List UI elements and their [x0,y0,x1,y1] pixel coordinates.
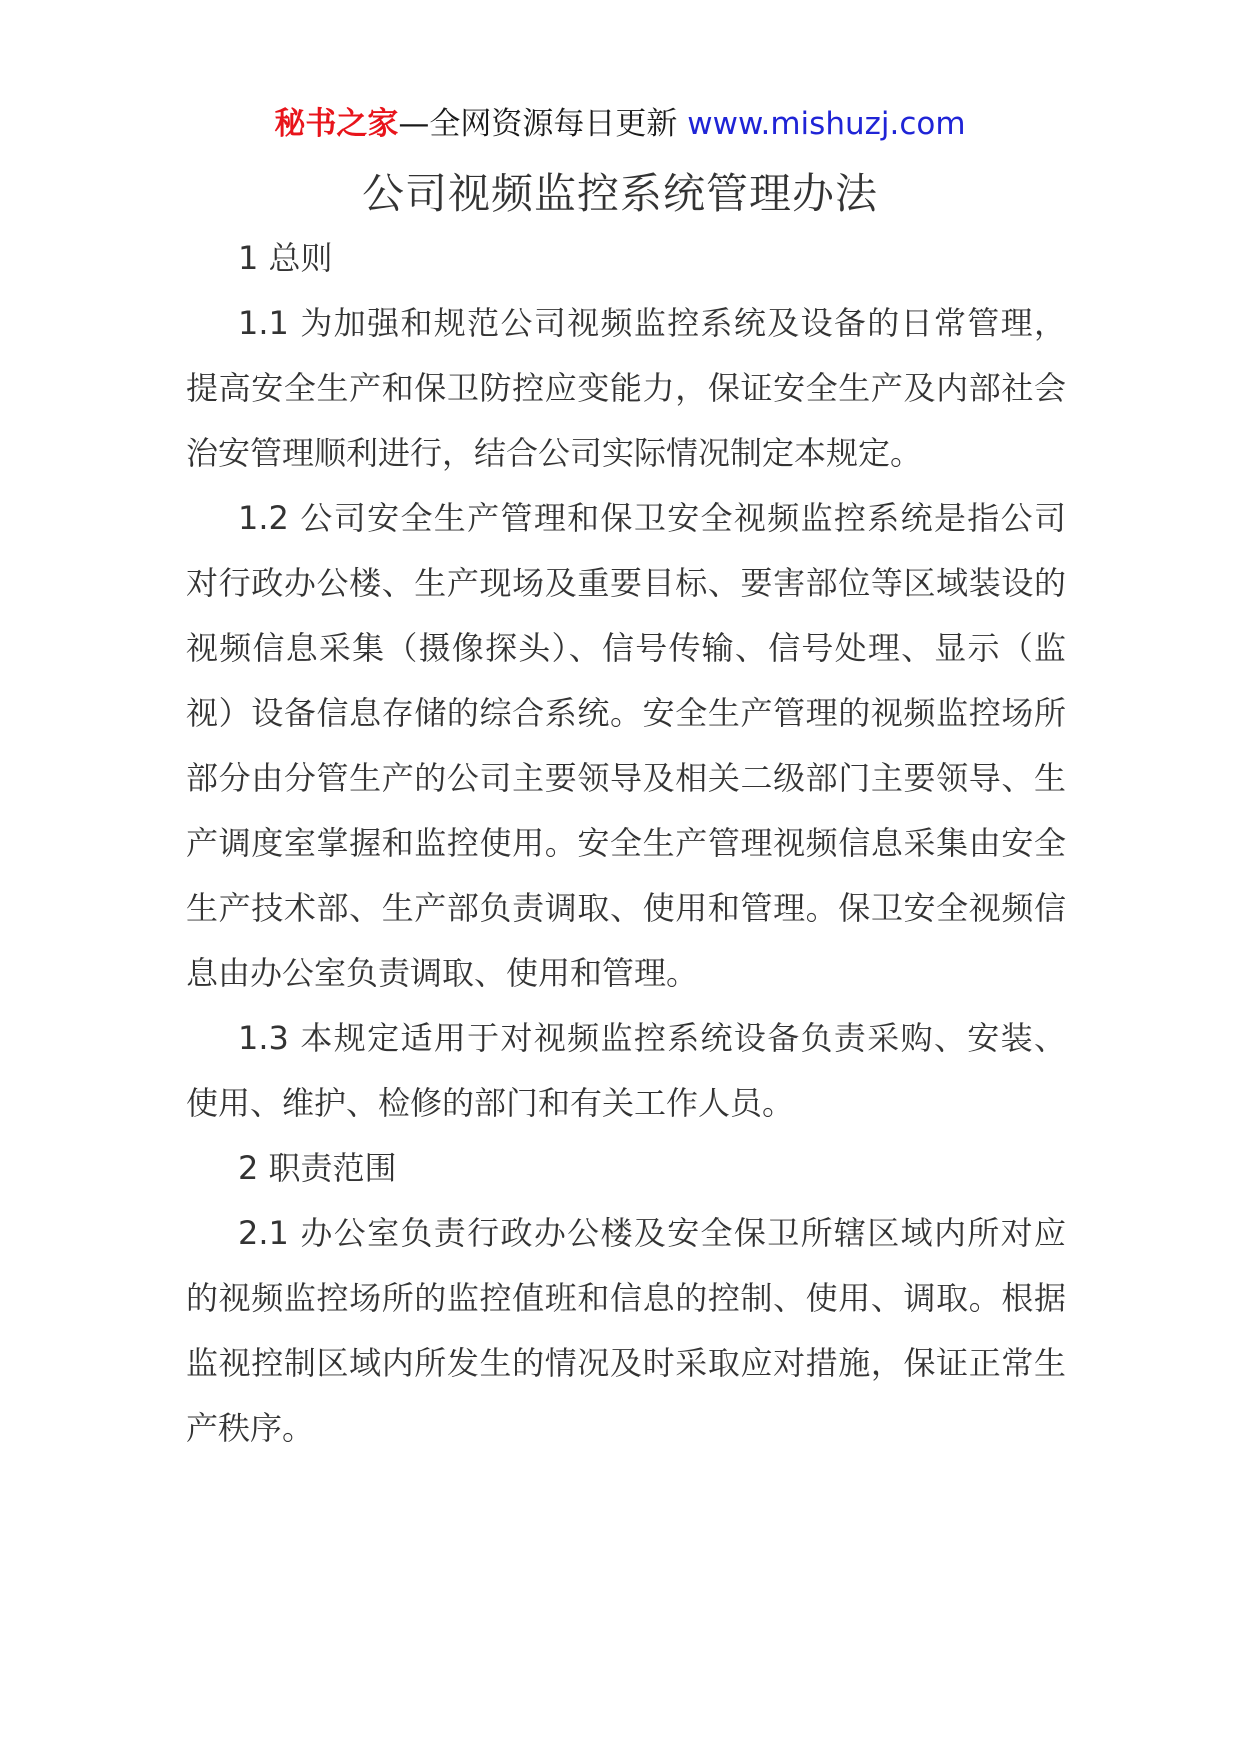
site-brand-name: 秘书之家 [274,106,399,142]
paragraph-2-1: 2.1 办公室负责行政办公楼及安全保卫所辖区域内所对应的视频监控场所的监控值班和信息的控制、使用、调取。根据监视控制区域内所发生的情况及时采取应对措施，保证正常生产秩序。 [186,1214,1066,1447]
paragraph-1-2: 1.2 公司安全生产管理和保卫安全视频监控系统是指公司对行政办公楼、生产现场及重要目标、要害部位等区域装设的视频信息采集（摄像探头）、信号传输、信号处理、显示（监视）设备信息存储的综合系统。安全生产管理的视频监控场所部分由分管生产的公司主要领导及相关二级部门主要领导、生产调度室掌握和监控使用。安全生产管理视频信息采集由安全生产技术部、生产部负责调取、使用和管理。保卫安全视频信息由办公室负责调取、使用和管理。 [186,499,1066,992]
site-tagline: —全网资源每日更新 [398,106,678,142]
section-heading-responsibilities: 2 职责范围 [238,1149,397,1187]
paragraph-1-3: 1.3 本规定适用于对视频监控系统设备负责采购、安装、使用、维护、检修的部门和有关工作人员。 [186,1019,1066,1122]
site-banner [0,104,1240,144]
paragraph-1-1: 1.1 为加强和规范公司视频监控系统及设备的日常管理，提高安全生产和保卫防控应变能力，保证安全生产及内部社会治安管理顺利进行，结合公司实际情况制定本规定。 [186,304,1066,472]
section-heading-general: 1 总则 [238,239,333,277]
site-url-link[interactable]: www.mishuzj.com [687,106,966,142]
document-body [186,226,1066,1461]
document-title: 公司视频监控系统管理办法 [361,169,878,218]
